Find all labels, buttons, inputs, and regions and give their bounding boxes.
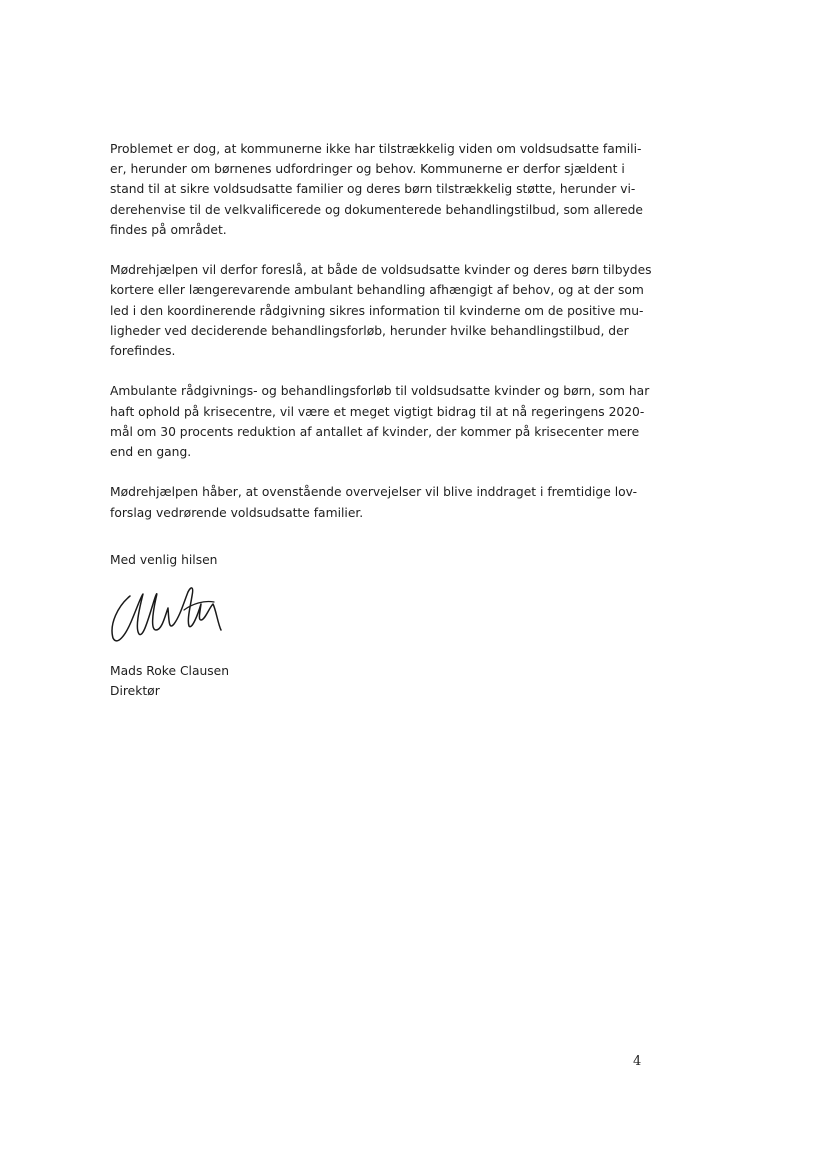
text-line: forslag vedrørende voldsudsatte familier. [110,505,364,520]
text-line: Ambulante rådgivnings- og behandlingsforløb til voldsudsatte kvinder og børn, som har [110,384,650,399]
text-line: end en gang. [110,445,192,460]
letter-body [110,139,650,543]
text-line: stand til at sikre voldsudsatte familier og deres børn tilstrækkelig støtte, herunder vi- [110,182,636,197]
text-line: derehenvise til de velkvalificerede og dokumenterede behandlingstilbud, som allerede [110,202,643,217]
signer-block [110,662,229,701]
paragraph-3 [110,381,650,462]
text-line: led i den koordinerende rådgivning sikres information til kvinderne om de positive mu- [110,303,644,318]
text-line: findes på området. [110,222,227,237]
signer-name: Mads Roke Clausen [110,664,230,678]
page-number: 4 [633,1054,642,1069]
text-line: mål om 30 procents reduktion af antallet af kvinder, der kommer på krisecenter mere [110,424,640,439]
handwritten-signature-icon [108,580,238,652]
text-line: kortere eller længerevarende ambulant behandling afhængigt af behov, og at der som [110,283,644,298]
paragraph-4 [110,482,650,522]
text-line: ligheder ved deciderende behandlingsforløb, herunder hvilke behandlingstilbud, der [110,323,629,338]
text-line: Problemet er dog, at kommunerne ikke har tilstrækkelig viden om voldsudsatte famili- [110,142,642,156]
text-line: Mødrehjælpen håber, at ovenstående overvejelser vil blive inddraget i fremtidige lov- [110,485,638,500]
text-line: Mødrehjælpen vil derfor foreslå, at både de voldsudsatte kvinder og deres børn tilbydes [110,263,652,278]
text-line: forefindes. [110,344,176,359]
paragraph-1 [110,139,650,240]
text-line: er, herunder om børnenes udfordringer og behov. Kommunerne er derfor sjældent i [110,162,625,177]
text-line: haft ophold på krisecentre, vil være et meget vigtigt bidrag til at nå regeringens 2020- [110,404,645,419]
paragraph-2 [110,260,650,361]
signer-title: Direktør [110,683,160,698]
closing-salutation: Med venlig hilsen [110,553,218,567]
